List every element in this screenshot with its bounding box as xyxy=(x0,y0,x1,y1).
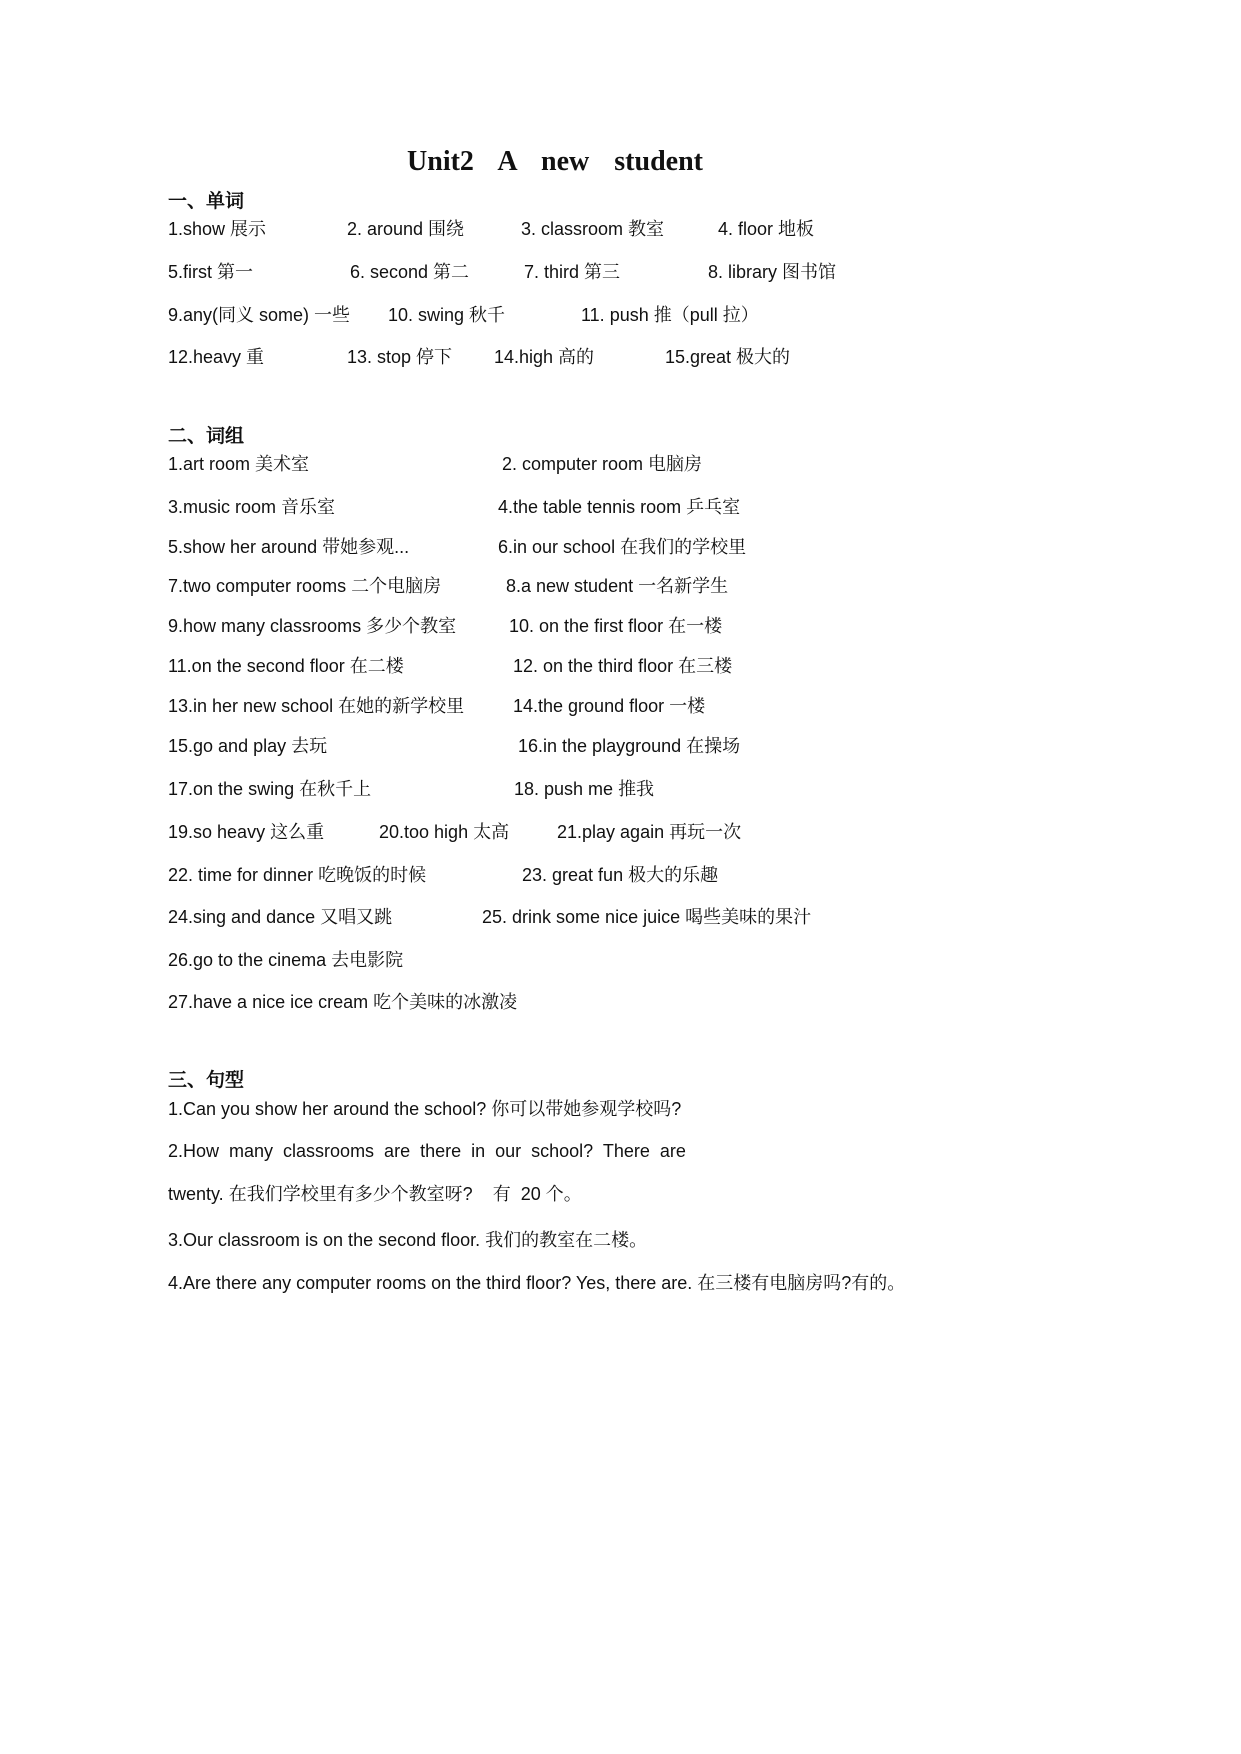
sentence-item: 3.Our classroom is on the second floor. 我们的教室在二楼。 xyxy=(168,1230,648,1250)
phrase-item: 18. push me 推我 xyxy=(514,779,655,799)
word-item: 12.heavy 重 xyxy=(168,347,265,367)
sentence-item: 4.Are there any computer rooms on the third floor? Yes, there are. 在三楼有电脑房吗?有的。 xyxy=(168,1273,906,1293)
word-item: 7. third 第三 xyxy=(524,262,621,282)
phrase-item: 14.the ground floor 一楼 xyxy=(513,696,706,716)
phrase-item: 6.in our school 在我们的学校里 xyxy=(498,537,747,557)
section-heading-sentences: 三、句型 xyxy=(168,1070,245,1091)
phrase-item: 27.have a nice ice cream 吃个美味的冰激凌 xyxy=(168,992,518,1012)
word-item: 9.any(同义 some) 一些 xyxy=(168,305,351,325)
word-item: 6. second 第二 xyxy=(350,262,470,282)
sentence-item: 2.How many classrooms are there in our school? There are xyxy=(168,1141,686,1161)
phrase-item: 4.the table tennis room 乒乓室 xyxy=(498,497,741,517)
phrase-item: 19.so heavy 这么重 xyxy=(168,822,325,842)
phrase-item: 11.on the second floor 在二楼 xyxy=(168,656,404,676)
phrase-item: 25. drink some nice juice 喝些美味的果汁 xyxy=(482,907,812,927)
word-item: 14.high 高的 xyxy=(494,347,595,367)
page-title: Unit2 A new student xyxy=(407,146,703,177)
phrase-item: 24.sing and dance 又唱又跳 xyxy=(168,907,393,927)
phrase-item: 16.in the playground 在操场 xyxy=(518,736,741,756)
word-item: 4. floor 地板 xyxy=(718,219,815,239)
phrase-item: 1.art room 美术室 xyxy=(168,454,310,474)
phrase-item: 8.a new student 一名新学生 xyxy=(506,576,729,596)
phrase-item: 10. on the first floor 在一楼 xyxy=(509,616,723,636)
sentence-item: 1.Can you show her around the school? 你可以带她参观学校吗? xyxy=(168,1099,682,1119)
phrase-item: 17.on the swing 在秋千上 xyxy=(168,779,372,799)
word-item: 1.show 展示 xyxy=(168,219,267,239)
phrase-item: 2. computer room 电脑房 xyxy=(502,454,703,474)
phrase-item: 23. great fun 极大的乐趣 xyxy=(522,865,719,885)
word-item: 11. push 推（pull 拉） xyxy=(581,305,759,325)
phrase-item: 5.show her around 带她参观... xyxy=(168,537,410,557)
phrase-item: 26.go to the cinema 去电影院 xyxy=(168,950,404,970)
phrase-item: 20.too high 太高 xyxy=(379,822,510,842)
word-item: 3. classroom 教室 xyxy=(521,219,665,239)
phrase-item: 15.go and play 去玩 xyxy=(168,736,328,756)
word-item: 10. swing 秋千 xyxy=(388,305,506,325)
sentence-item: twenty. 在我们学校里有多少个教室呀? 有 20 个。 xyxy=(168,1184,582,1204)
phrase-item: 7.two computer rooms 二个电脑房 xyxy=(168,576,442,596)
word-item: 15.great 极大的 xyxy=(665,347,791,367)
section-heading-phrases: 二、词组 xyxy=(168,426,245,447)
phrase-item: 21.play again 再玩一次 xyxy=(557,822,742,842)
phrase-item: 22. time for dinner 吃晚饭的时候 xyxy=(168,865,427,885)
word-item: 8. library 图书馆 xyxy=(708,262,837,282)
word-item: 13. stop 停下 xyxy=(347,347,453,367)
word-item: 2. around 围绕 xyxy=(347,219,465,239)
phrase-item: 12. on the third floor 在三楼 xyxy=(513,656,733,676)
word-item: 5.first 第一 xyxy=(168,262,254,282)
phrase-item: 9.how many classrooms 多少个教室 xyxy=(168,616,457,636)
section-heading-words: 一、单词 xyxy=(168,191,245,212)
phrase-item: 13.in her new school 在她的新学校里 xyxy=(168,696,465,716)
phrase-item: 3.music room 音乐室 xyxy=(168,497,336,517)
